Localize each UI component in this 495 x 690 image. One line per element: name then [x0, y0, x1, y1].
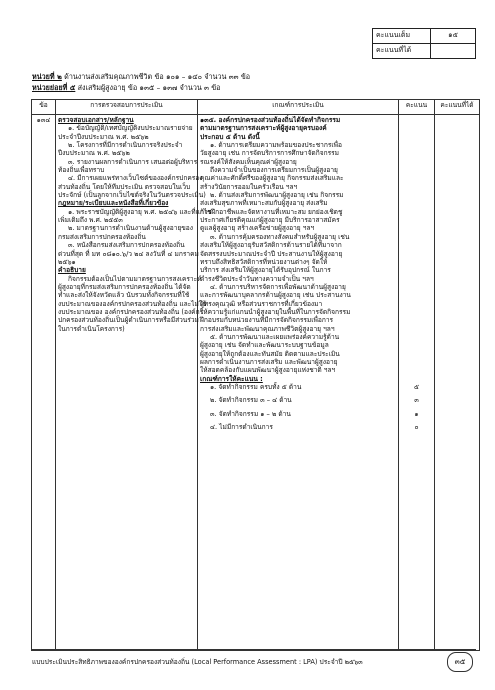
unit-heading [32, 72, 472, 83]
evidence-line: ด่วนที่สุด ที่ มท ๐๘๑๐.๖/ว ๒๔ ลงวันที่ ๔ มกราคม [58, 249, 199, 258]
criteria-line: ๑๓๕. องค์กรปกครองส่วนท้องถิ่นได้จัดทำกิจกรรม [200, 116, 341, 124]
header-score: คะแนน [399, 100, 435, 115]
criteria-line: และการพัฒนาบุคลากรด้านผู้สูงอายุ เช่น ประสานงาน [200, 291, 351, 300]
full-score-label: คะแนนเต็ม [373, 29, 431, 44]
scoring-criterion: ๒. จัดทำกิจกรรม ๓ – ๔ ด้าน [210, 396, 292, 405]
criteria-line: ถึงความจำเป็นของการเตรียมการเป็นผู้สูงอายุ [210, 166, 338, 175]
item-number: ๑๓๔ [32, 115, 56, 651]
score-values [401, 383, 432, 436]
footer-divider [31, 649, 476, 650]
header-obtained: คะแนนที่ได้ [435, 100, 480, 115]
table-header-row [32, 100, 480, 115]
score-cell [399, 115, 435, 651]
evidence-line: กิจกรรมต้องเป็นไปตามมาตรฐานการสงเคราะห์ [68, 274, 202, 283]
section-heading [32, 72, 472, 94]
assessment-table [31, 99, 480, 651]
scoring-criterion: ๔. ไม่มีการดำเนินการ [210, 422, 273, 431]
criteria-line: ฝึกอบรมกับหน่วยงานที่มีการจัดกิจกรรมเพื่อการ [200, 316, 334, 325]
criteria-line: รณรงค์ให้สังคมเห็นคุณค่าผู้สูงอายุ [200, 157, 297, 166]
score-value: ๐ [414, 422, 419, 431]
unit-label: หน่วยที่ ๒ [32, 72, 62, 81]
criteria-line: จัดสรรงบประมาณประจำปี ประสานงานให้ผู้สูงอายุ [200, 249, 343, 258]
score-value: ๕ [414, 383, 419, 391]
evidence-line: คำอธิบาย [58, 266, 86, 275]
scoring-criterion: ๑. จัดทำกิจกรรม ครบทั้ง ๕ ด้าน [210, 383, 302, 391]
header-criteria: เกณฑ์การประเมิน [198, 100, 399, 115]
criteria-line: เกณฑ์การให้คะแนน : [200, 374, 263, 383]
criteria-line: การฝึกอาชีพและจัดหางานที่เหมาะสม ยกย่องเชิดชู [200, 207, 343, 216]
evidence-line: ๒. โครงการที่มีการดำเนินการจริงประจำ [68, 141, 183, 150]
evidence-line: กฎหมาย/ระเบียบและหนังสือที่เกี่ยวข้อง [58, 199, 169, 208]
evidence-line: ประจักษ์ (เป็นลูกจากเว็บไซต์จริงในวันตรวจประเมิน) [58, 191, 206, 200]
criteria-line: ส่งเสริมสุขภาพที่เหมาะสมกับผู้สูงอายุ ส่งเสริม [200, 199, 328, 208]
obtained-cell [435, 115, 480, 651]
criteria-line: บริการ ส่งเสริมให้ผู้สูงอายุได้รับอุปกรณ์ ในการ [200, 266, 331, 275]
criteria-line: ให้สอดคล้องกับแผนพัฒนาผู้สูงอายุแห่งชาติ ฯลฯ [200, 366, 336, 375]
criteria-line: ดูแลผู้สูงอายุ สร้างเครือข่ายผู้สูงอายุ ฯลฯ [200, 224, 315, 233]
subunit-label: หน่วยย่อยที่ ๕ [32, 83, 76, 92]
subunit-heading [32, 83, 472, 94]
criteria-cell [198, 115, 399, 651]
criteria-line: ผู้สูงอายุ เช่น จัดทำและพัฒนาระบบฐานข้อมูล [200, 341, 329, 350]
earned-score-label: คะแนนที่ได้ [373, 44, 431, 59]
score-value: ๓ [414, 396, 419, 405]
evidence-cell [56, 115, 212, 651]
evidence-line: ๑. พระราชบัญญัติผู้สูงอายุ พ.ศ. ๒๕๔๖ และที่แก้ไข [68, 207, 212, 216]
criteria-line: ผู้สูงอายุให้ถูกต้องและทันสมัย ติดตามและประเมิน [200, 349, 340, 358]
evidence-line: ท้องถิ่นเพื่อทราบ [58, 166, 105, 175]
evidence-line: ๔. มีการเผยแพร่ทางเว็บไซต์ขององค์กรปกครอง [68, 174, 203, 183]
evidence-line: ปกครองส่วนท้องถิ่นเป็นผู้ดำเนินการหรือมีส่วนร่วม [58, 316, 199, 325]
full-score-value: ๑๕ [431, 29, 476, 44]
evidence-line: ๓. หนังสือกรมส่งเสริมการปกครองท้องถิ่น [68, 241, 185, 250]
earned-score-value [431, 44, 476, 59]
criteria-list [200, 116, 396, 383]
evidence-line: ในการดำเนินโครงการ) [58, 324, 125, 333]
evidence-line: กรมส่งเสริมการปกครองท้องถิ่น [58, 232, 146, 241]
evidence-line: ส่วนท้องถิ่น โดยให้ทีมประเมิน ตรวจสอบในเว็บ [58, 182, 191, 191]
criteria-line: ตามมาตรฐานการสงเคราะห์ผู้สูงอายุครบองค์ [200, 124, 327, 133]
subunit-text: ส่งเสริมผู้สูงอายุ ข้อ ๑๓๕ – ๑๓๗ จำนวน ๓ ข้อ [75, 83, 221, 92]
criteria-line: ส่งเสริมให้ผู้สูงอายุรับสวัสดิการด้านรายได้ที่มาจาก [200, 241, 342, 250]
criteria-line: ๑. ด้านการเตรียมความพร้อมของประชากรเพื่อ [210, 141, 342, 150]
evidence-line: ๒. มาตรฐานการดำเนินงานด้านผู้สูงอายุของ [68, 224, 193, 233]
evidence-line: ประจำปีงบประมาณ พ.ศ. ๒๕๖๒ [58, 132, 149, 141]
criteria-line: ประกอบ ๕ ด้าน ดังนี้ [200, 132, 260, 141]
scoring-criterion: ๓. จัดทำกิจกรรม ๑ – ๒ ด้าน [210, 409, 291, 418]
evidence-line: ๓. รายงานผลการดำเนินการ เสนอต่อผู้บริหาร [68, 157, 198, 166]
score-box [372, 28, 476, 59]
evidence-line: งบประมาณขององค์กรปกครองส่วนท้องถิ่น และไม่ใช้ [58, 299, 207, 308]
criteria-line: วัยสูงอายุ เช่น การจัดบริการการศึกษาจัดกิจกรรม [200, 149, 339, 158]
evidence-line: ตรวจสอบเอกสาร/หลักฐาน [58, 116, 134, 124]
evidence-line: ปีงบประมาณ พ.ศ. ๒๕๖๒ [58, 149, 130, 158]
unit-text: ด้านงานส่งเสริมคุณภาพชีวิต ข้อ ๑๐๑ – ๑๔๐ จำนวน ๓๓ ข้อ [61, 72, 251, 81]
criteria-line: ดำรงชีวิตประจำวันทางความจำเป็น ฯลฯ [200, 274, 314, 283]
evidence-line: ๑. ข้อบัญญัติ/เทศบัญญัติงบประมาณรายจ่าย [68, 124, 193, 133]
criteria-line: ผู้ทรงคุณวุฒิ หรือส่วนราชการที่เกี่ยวข้องมา [200, 299, 323, 308]
footer-text: แบบประเมินประสิทธิภาพขององค์กรปกครองส่วนท้องถิ่น (Local Performance Assessment : LPA) ประจำปี ๒๕๖๓ [32, 658, 363, 666]
criteria-line: ให้ความรู้แก่แกนนำผู้สูงอายุในพื้นที่ในการจัดกิจกรรม [200, 307, 351, 316]
criteria-line: ผลการดำเนินงานการส่งเสริม และพัฒนาผู้สูงอายุ [200, 357, 338, 366]
criteria-line: ๒. ด้านส่งเสริมการพัฒนาผู้สูงอายุ เช่น กิจกรรม [210, 191, 344, 200]
evidence-line: ๒๕๖๑ [58, 257, 76, 266]
page-number: ๓๕ [447, 652, 473, 672]
criteria-line: ๕. ด้านการพัฒนาและเผยแพร่องค์ความรู้ด้าน [210, 332, 340, 341]
header-evidence: การตรวจสอบการประเมิน [56, 100, 198, 115]
criteria-line: ประกาศเกียรติคุณแก่ผู้สูงอายุ มีบริการอาสาสมัคร [200, 216, 340, 225]
evidence-list [58, 116, 212, 333]
criteria-line: สร้างวินัยการออมในครัวเรือน ฯลฯ [200, 182, 298, 191]
criteria-line: ๓. ด้านการคุ้มครองทางสังคมสำหรับผู้สูงอายุ เช่น [210, 232, 350, 241]
criteria-line: การส่งเสริมและพัฒนาคุณภาพชีวิตผู้สูงอายุ ฯลฯ [200, 324, 335, 333]
criteria-line: คุณค่าและศักดิ์ศรีของผู้สูงอายุ กิจกรรมส่งเสริมและ [200, 174, 344, 183]
table-row [32, 115, 480, 651]
scoring-list [200, 383, 396, 436]
evidence-line: ผู้สูงอายุที่กรมส่งเสริมการปกครองท้องถิ่น ได้จัด [58, 282, 191, 291]
score-value: ๑ [414, 409, 419, 418]
evidence-line: งบประมาณของ องค์กรปกครองส่วนท้องถิ่น (องค์กร [58, 307, 204, 316]
evidence-line: ทำและส่งให้จังหวัดแล้ว นับรวมทั้งกิจกรรมที่ใช้ [58, 291, 190, 300]
header-item-no: ข้อ [32, 100, 56, 115]
criteria-line: ๔. ด้านการบริหารจัดการเพื่อพัฒนาด้านผู้สูงอายุ [210, 282, 346, 291]
evidence-line: เพิ่มเติมถึง พ.ศ. ๒๕๕๓ [58, 216, 123, 225]
criteria-line: ทราบถึงสิทธิสวัสดิการที่หน่วยงานต่างๆ จัดให้ [200, 257, 328, 266]
